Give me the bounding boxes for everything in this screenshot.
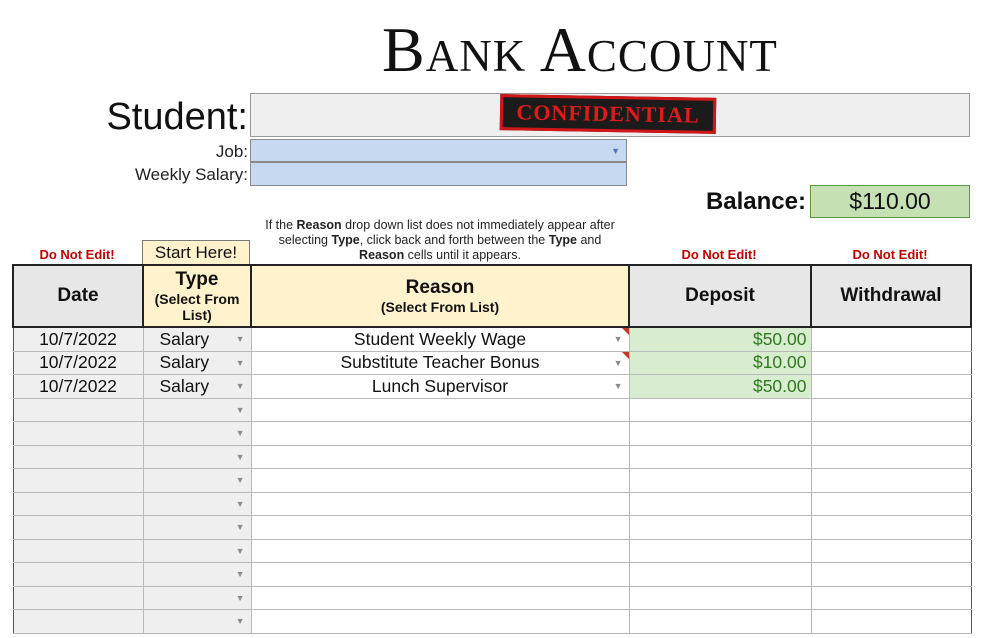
table-row <box>13 469 971 493</box>
date-cell[interactable] <box>13 610 143 634</box>
dropdown-arrow-icon[interactable]: ▼ <box>235 569 245 579</box>
type-cell[interactable] <box>143 445 251 469</box>
header-date <box>13 265 143 327</box>
job-label: Job: <box>215 142 248 161</box>
deposit-cell <box>629 492 811 516</box>
header-withdrawal <box>811 265 971 327</box>
date-cell[interactable] <box>13 398 143 422</box>
date-cell[interactable]: 10/7/2022 <box>13 351 143 375</box>
type-cell[interactable] <box>143 492 251 516</box>
type-value <box>148 446 160 466</box>
withdrawal-cell[interactable] <box>811 492 971 516</box>
reason-cell[interactable] <box>251 422 629 446</box>
reason-cell[interactable] <box>251 610 629 634</box>
dropdown-arrow-icon[interactable]: ▼ <box>235 592 245 603</box>
deposit-cell <box>629 539 811 563</box>
start-here-label: Start Here! <box>142 240 250 265</box>
date-cell[interactable] <box>13 492 143 516</box>
header-type <box>143 265 251 327</box>
type-value <box>148 587 160 607</box>
page-title: Bank Account <box>382 14 778 85</box>
table-row <box>13 327 971 351</box>
instruction-note <box>262 218 618 263</box>
table-row <box>13 610 971 634</box>
withdrawal-cell[interactable] <box>811 398 971 422</box>
table-row <box>13 563 971 587</box>
date-cell[interactable] <box>13 469 143 493</box>
reason-cell[interactable] <box>251 327 629 351</box>
note-text: drop down list does not immediately appear after selecting <box>278 218 615 247</box>
reason-cell[interactable] <box>251 398 629 422</box>
deposit-cell <box>629 398 811 422</box>
date-cell[interactable]: 10/7/2022 <box>13 327 143 351</box>
type-value <box>148 399 160 419</box>
reason-cell[interactable] <box>251 492 629 516</box>
deposit-cell <box>629 469 811 493</box>
table-row <box>13 539 971 563</box>
type-value <box>148 611 160 631</box>
deposit-cell <box>629 422 811 446</box>
date-cell[interactable] <box>13 445 143 469</box>
confidential-stamp: CONFIDENTIAL <box>500 94 717 134</box>
date-cell[interactable] <box>13 563 143 587</box>
deposit-cell <box>629 563 811 587</box>
note-bold: Type <box>548 233 577 247</box>
note-text: and <box>576 233 602 247</box>
type-value <box>148 564 160 584</box>
reason-cell[interactable] <box>251 586 629 610</box>
dropdown-arrow-icon[interactable]: ▼ <box>235 357 245 368</box>
header-reason <box>251 265 629 327</box>
type-cell[interactable] <box>143 610 251 634</box>
type-value: Salary <box>159 352 210 373</box>
reason-value: Substitute Teacher Bonus <box>340 352 540 373</box>
type-cell[interactable] <box>143 539 251 563</box>
reason-cell[interactable] <box>251 445 629 469</box>
dropdown-arrow-icon[interactable]: ▼ <box>235 334 245 344</box>
type-value <box>148 517 160 537</box>
student-label: Student: <box>106 96 248 138</box>
type-cell[interactable] <box>143 351 251 375</box>
type-value: Salary <box>159 375 210 396</box>
type-cell[interactable] <box>143 563 251 587</box>
table-row <box>13 445 971 469</box>
dropdown-arrow-icon[interactable]: ▼ <box>235 451 245 462</box>
type-value: Salary <box>159 328 210 349</box>
note-bold: Reason <box>296 218 342 232</box>
withdrawal-cell[interactable] <box>811 610 971 634</box>
dropdown-arrow-icon[interactable]: ▼ <box>235 522 245 532</box>
header-deposit-label: Deposit <box>685 285 755 306</box>
header-deposit <box>629 265 811 327</box>
note-text: If the <box>265 218 297 232</box>
reason-cell[interactable] <box>251 351 629 375</box>
withdrawal-cell[interactable] <box>811 469 971 493</box>
reason-cell[interactable] <box>251 539 629 563</box>
note-text: cells until it appears. <box>404 248 521 262</box>
dropdown-arrow-icon[interactable]: ▼ <box>235 428 245 438</box>
weekly-salary-label: Weekly Salary: <box>134 165 248 184</box>
comment-indicator-icon <box>622 328 629 335</box>
withdrawal-cell[interactable] <box>811 516 971 540</box>
do-not-edit-date: Do Not Edit! <box>39 247 115 262</box>
withdrawal-cell[interactable] <box>811 563 971 587</box>
type-value <box>148 423 160 443</box>
date-cell[interactable] <box>13 516 143 540</box>
table-row <box>13 492 971 516</box>
type-cell[interactable] <box>143 586 251 610</box>
dropdown-arrow-icon[interactable]: ▼ <box>235 404 245 415</box>
header-type-sublabel: (Select From List) <box>154 291 240 323</box>
date-cell[interactable]: 10/7/2022 <box>13 375 143 399</box>
withdrawal-cell[interactable] <box>811 586 971 610</box>
table-row <box>13 351 971 375</box>
reason-value: Lunch Supervisor <box>371 375 509 396</box>
reason-cell[interactable] <box>251 563 629 587</box>
type-cell[interactable] <box>143 516 251 540</box>
deposit-cell <box>629 516 811 540</box>
withdrawal-cell[interactable] <box>811 327 971 351</box>
table-row <box>13 516 971 540</box>
withdrawal-cell[interactable] <box>811 422 971 446</box>
header-reason-label: Reason <box>405 277 475 298</box>
type-value <box>148 470 160 490</box>
table-body <box>13 327 971 633</box>
deposit-cell: $50.00 <box>629 327 811 351</box>
note-text: , click back and forth between the <box>359 233 549 247</box>
dropdown-arrow-icon[interactable]: ▼ <box>613 334 623 344</box>
date-cell[interactable] <box>13 422 143 446</box>
reason-cell[interactable] <box>251 516 629 540</box>
header-date-label: Date <box>57 285 99 306</box>
dropdown-arrow-icon[interactable]: ▼ <box>613 357 623 368</box>
deposit-cell: $10.00 <box>629 351 811 375</box>
table-row <box>13 586 971 610</box>
deposit-cell <box>629 610 811 634</box>
type-value <box>148 540 160 560</box>
do-not-edit-withdrawal: Do Not Edit! <box>852 247 928 262</box>
table-header-row <box>13 265 971 327</box>
header-withdrawal-label: Withdrawal <box>840 285 942 306</box>
note-bold: Type <box>331 233 360 247</box>
type-cell[interactable] <box>143 469 251 493</box>
deposit-cell: $50.00 <box>629 375 811 399</box>
header-reason-sublabel: (Select From List) <box>380 299 500 315</box>
date-cell[interactable] <box>13 586 143 610</box>
dropdown-arrow-icon[interactable]: ▼ <box>613 381 623 391</box>
dropdown-arrow-icon[interactable]: ▼ <box>611 146 620 156</box>
dropdown-arrow-icon[interactable]: ▼ <box>235 545 245 556</box>
deposit-cell <box>629 445 811 469</box>
dropdown-arrow-icon[interactable]: ▼ <box>235 381 245 391</box>
table-row <box>13 398 971 422</box>
withdrawal-cell[interactable] <box>811 351 971 375</box>
deposit-cell <box>629 586 811 610</box>
type-cell[interactable] <box>143 422 251 446</box>
header-type-label: Type <box>175 269 219 290</box>
table-row <box>13 422 971 446</box>
note-bold: Reason <box>359 248 405 262</box>
reason-cell[interactable] <box>251 375 629 399</box>
withdrawal-cell[interactable] <box>811 375 971 399</box>
balance-label: Balance: <box>705 188 806 215</box>
dropdown-arrow-icon[interactable]: ▼ <box>235 616 245 626</box>
dropdown-arrow-icon[interactable]: ▼ <box>235 475 245 485</box>
weekly-salary-field[interactable] <box>250 162 627 186</box>
transaction-table <box>12 264 972 634</box>
do-not-edit-deposit: Do Not Edit! <box>681 247 757 262</box>
type-value <box>148 493 160 513</box>
type-cell[interactable] <box>143 327 251 351</box>
type-cell[interactable] <box>143 398 251 422</box>
type-cell[interactable] <box>143 375 251 399</box>
withdrawal-cell[interactable] <box>811 445 971 469</box>
reason-cell[interactable] <box>251 469 629 493</box>
table-row <box>13 375 971 399</box>
reason-value: Student Weekly Wage <box>353 328 527 349</box>
job-select[interactable] <box>250 139 627 162</box>
balance-value: $110.00 <box>810 185 970 218</box>
dropdown-arrow-icon[interactable]: ▼ <box>235 498 245 509</box>
date-cell[interactable] <box>13 539 143 563</box>
withdrawal-cell[interactable] <box>811 539 971 563</box>
comment-indicator-icon <box>622 352 629 359</box>
